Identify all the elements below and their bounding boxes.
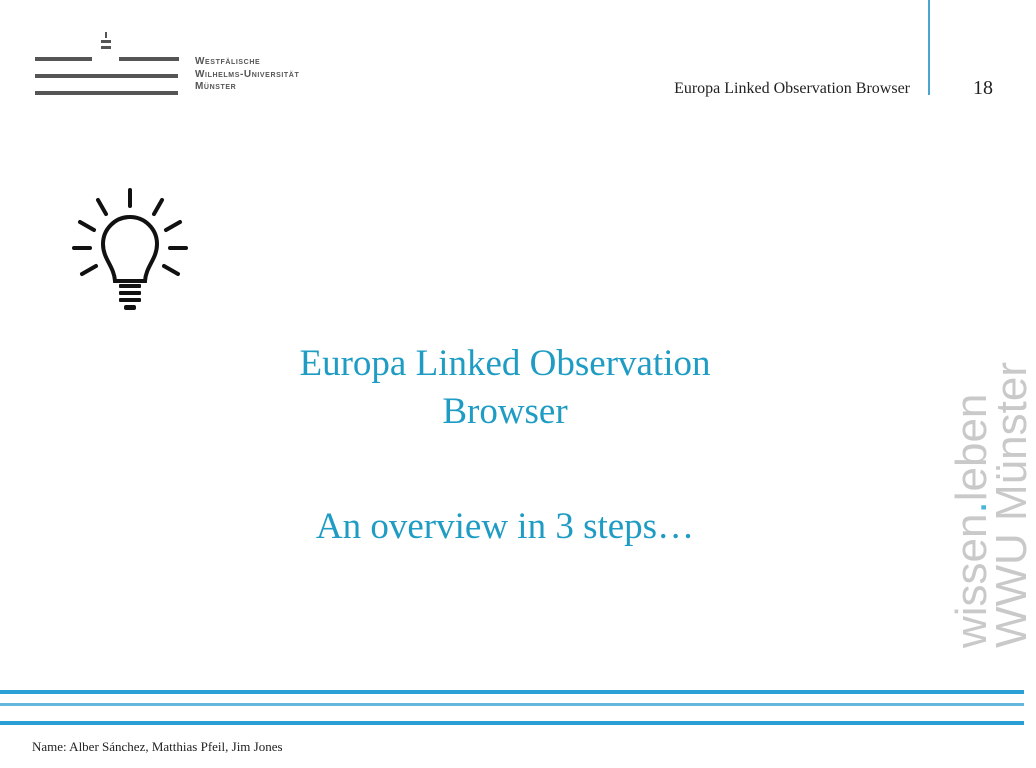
university-name (195, 56, 299, 94)
slide-subtitle: An overview in 3 steps… (315, 506, 695, 547)
footer-stripe-bottom (0, 721, 1024, 725)
slide-title-line-2: Browser (442, 391, 568, 432)
header-divider (928, 0, 930, 95)
slide-title (200, 340, 810, 436)
side-slogan-line-1 (947, 362, 996, 648)
side-slogan (947, 362, 1036, 648)
footer-stripe-middle (0, 703, 1024, 706)
university-name-line-1: Westfälische (195, 56, 261, 67)
slogan-wissen: wissen (947, 513, 996, 648)
page-number: 18 (973, 77, 993, 99)
footer-stripe-top (0, 690, 1024, 694)
university-name-line-2: Wilhelms-Universität (195, 68, 300, 80)
slogan-dot: . (947, 501, 996, 514)
university-logo-mark (35, 30, 195, 100)
university-name-line-3: Münster (195, 81, 237, 92)
footer-author-names: Name: Alber Sánchez, Matthias Pfeil, Jim Jones (32, 739, 283, 754)
header-title: Europa Linked Observation Browser (674, 80, 910, 97)
side-slogan-line-2: WWU Münster (987, 362, 1036, 648)
lightbulb-icon (68, 186, 192, 314)
university-logo (35, 30, 335, 100)
slogan-leben: leben (947, 393, 996, 502)
slide-title-line-1: Europa Linked Observation (299, 343, 711, 384)
